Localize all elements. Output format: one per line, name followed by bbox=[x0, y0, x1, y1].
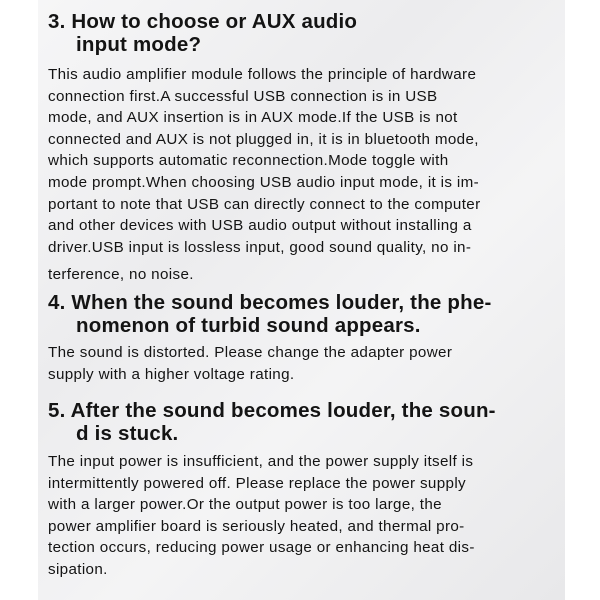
paragraph-line: intermittently powered off. Please replace the power supply bbox=[48, 474, 466, 492]
paragraph-line: connected and AUX is not plugged in, it is in bluetooth mode, bbox=[48, 130, 479, 148]
heading-line: 5. After the sound becomes louder, the soun- bbox=[48, 399, 496, 422]
heading-line: nomenon of turbid sound appears. bbox=[76, 314, 421, 337]
paragraph-line: The input power is insufficient, and the power supply itself is bbox=[48, 453, 474, 470]
paragraph-line: The sound is distorted. Please change the adapter power bbox=[48, 344, 453, 361]
paragraph-line: sipation. bbox=[48, 560, 108, 578]
paragraph-line: tection occurs, reducing power usage or enhancing heat dis- bbox=[48, 539, 475, 557]
paragraph-line: connection first.A successful USB connection is in USB bbox=[48, 87, 438, 105]
paragraph-line: This audio amplifier module follows the principle of hardware bbox=[48, 66, 477, 83]
paragraph-line: portant to note that USB can directly connect to the computer bbox=[48, 195, 481, 213]
paragraph-line: power amplifier board is seriously heated, and thermal pro- bbox=[48, 517, 465, 535]
paragraph-line: and other devices with USB audio output without installing a bbox=[48, 217, 472, 235]
faq-answer-aux-usb-input-mode bbox=[48, 64, 481, 286]
paragraph-line: mode, and AUX insertion is in AUX mode.If the USB is not bbox=[48, 109, 458, 127]
faq-answer-turbid-sound bbox=[48, 342, 452, 385]
faq-heading-aux-usb-input-mode bbox=[48, 10, 357, 56]
paragraph-line: with a larger power.Or the output power is too large, the bbox=[48, 496, 442, 514]
heading-line: d is stuck. bbox=[76, 422, 179, 445]
heading-line: 3. How to choose or AUX audio bbox=[48, 10, 358, 33]
paragraph-line: supply with a higher voltage rating. bbox=[48, 365, 295, 383]
faq-answer-sound-stuck bbox=[48, 451, 475, 581]
faq-heading-sound-stuck bbox=[48, 399, 496, 445]
faq-heading-turbid-sound bbox=[48, 291, 492, 337]
paragraph-line: driver.USB input is lossless input, good sound quality, no in- bbox=[48, 238, 472, 256]
paragraph-line: which supports automatic reconnection.Mode toggle with bbox=[48, 152, 449, 170]
heading-line: input mode? bbox=[76, 33, 202, 56]
heading-line: 4. When the sound becomes louder, the phe- bbox=[48, 291, 492, 314]
paragraph-line: mode prompt.When choosing USB audio input mode, it is im- bbox=[48, 173, 480, 191]
paragraph-line: terference, no noise. bbox=[48, 266, 194, 284]
